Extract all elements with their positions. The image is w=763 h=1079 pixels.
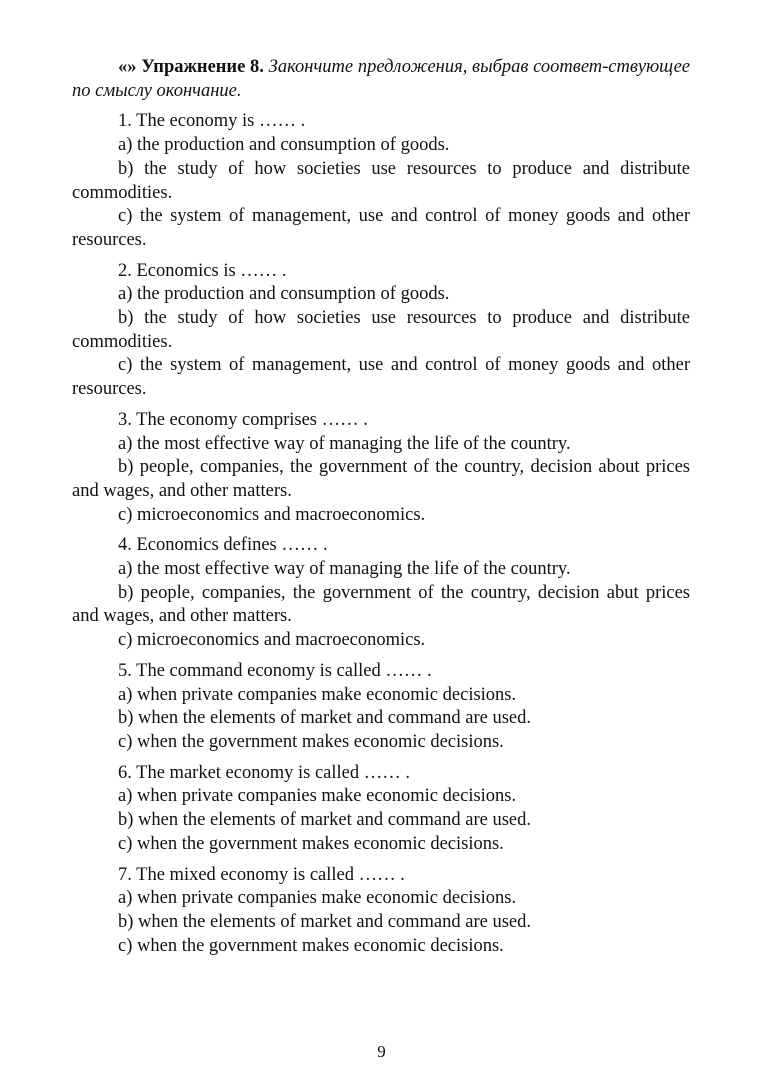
answer-option: c) when the government makes economic decisions.	[118, 833, 504, 854]
question-6	[72, 762, 690, 857]
answer-option: a) the most effective way of managing the life of the country.	[118, 559, 571, 580]
page-content	[72, 56, 690, 958]
question-list	[72, 110, 690, 958]
answer-option: b) when the elements of market and command are used.	[118, 708, 532, 729]
answer-option: a) when private companies make economic decisions.	[118, 888, 517, 909]
question-4	[72, 534, 690, 653]
answer-option: b) people, companies, the government of the country, decision about prices and wages, and other matters.	[72, 457, 690, 501]
question-1	[72, 110, 690, 252]
answer-option: a) the production and consumption of goods.	[118, 284, 450, 305]
question-7	[72, 864, 690, 959]
question-stem: 4. Economics defines …… .	[118, 535, 328, 556]
answer-option: b) the study of how societies use resources to produce and distribute commodities.	[72, 158, 690, 203]
answer-option: a) when private companies make economic decisions.	[118, 786, 517, 807]
answer-option: c) the system of management, use and control of money goods and other resources.	[72, 355, 690, 400]
answer-option: c) microeconomics and macroeconomics.	[118, 504, 426, 525]
question-stem: 5. The command economy is called …… .	[118, 660, 432, 681]
question-stem: 3. The economy comprises …… .	[118, 409, 368, 430]
answer-option: b) the study of how societies use resources to produce and distribute commodities.	[72, 308, 690, 352]
exercise-instruction: Закончите предложения, выбрав соответ-ствующее по смыслу окончание.	[72, 57, 691, 101]
page-number: 9	[377, 1042, 386, 1061]
answer-option: c) the system of management, use and control of money goods and other resources.	[72, 206, 690, 250]
exercise-title: Упражнение 8.	[141, 57, 264, 77]
answer-option: b) when the elements of market and command are used.	[118, 810, 532, 831]
answer-option: a) the production and consumption of goods.	[118, 135, 450, 156]
answer-option: b) people, companies, the government of the country, decision abut prices and wages, and other matters.	[72, 582, 690, 627]
exercise-header	[72, 56, 690, 103]
answer-option: c) microeconomics and macroeconomics.	[118, 630, 426, 651]
answer-option: b) when the elements of market and command are used.	[118, 911, 532, 932]
answer-option: c) when the government makes economic decisions.	[118, 935, 504, 956]
question-stem: 6. The market economy is called …… .	[118, 762, 410, 783]
question-3	[72, 409, 690, 528]
question-5	[72, 660, 690, 755]
question-stem: 2. Economics is …… .	[118, 260, 287, 281]
answer-option: a) the most effective way of managing the life of the country.	[118, 433, 571, 454]
question-2	[72, 260, 690, 402]
question-stem: 7. The mixed economy is called …… .	[118, 864, 405, 885]
exercise-marker: «»	[118, 57, 137, 77]
answer-option: a) when private companies make economic decisions.	[118, 684, 517, 705]
question-stem: 1. The economy is …… .	[118, 111, 306, 132]
answer-option: c) when the government makes economic decisions.	[118, 731, 504, 752]
